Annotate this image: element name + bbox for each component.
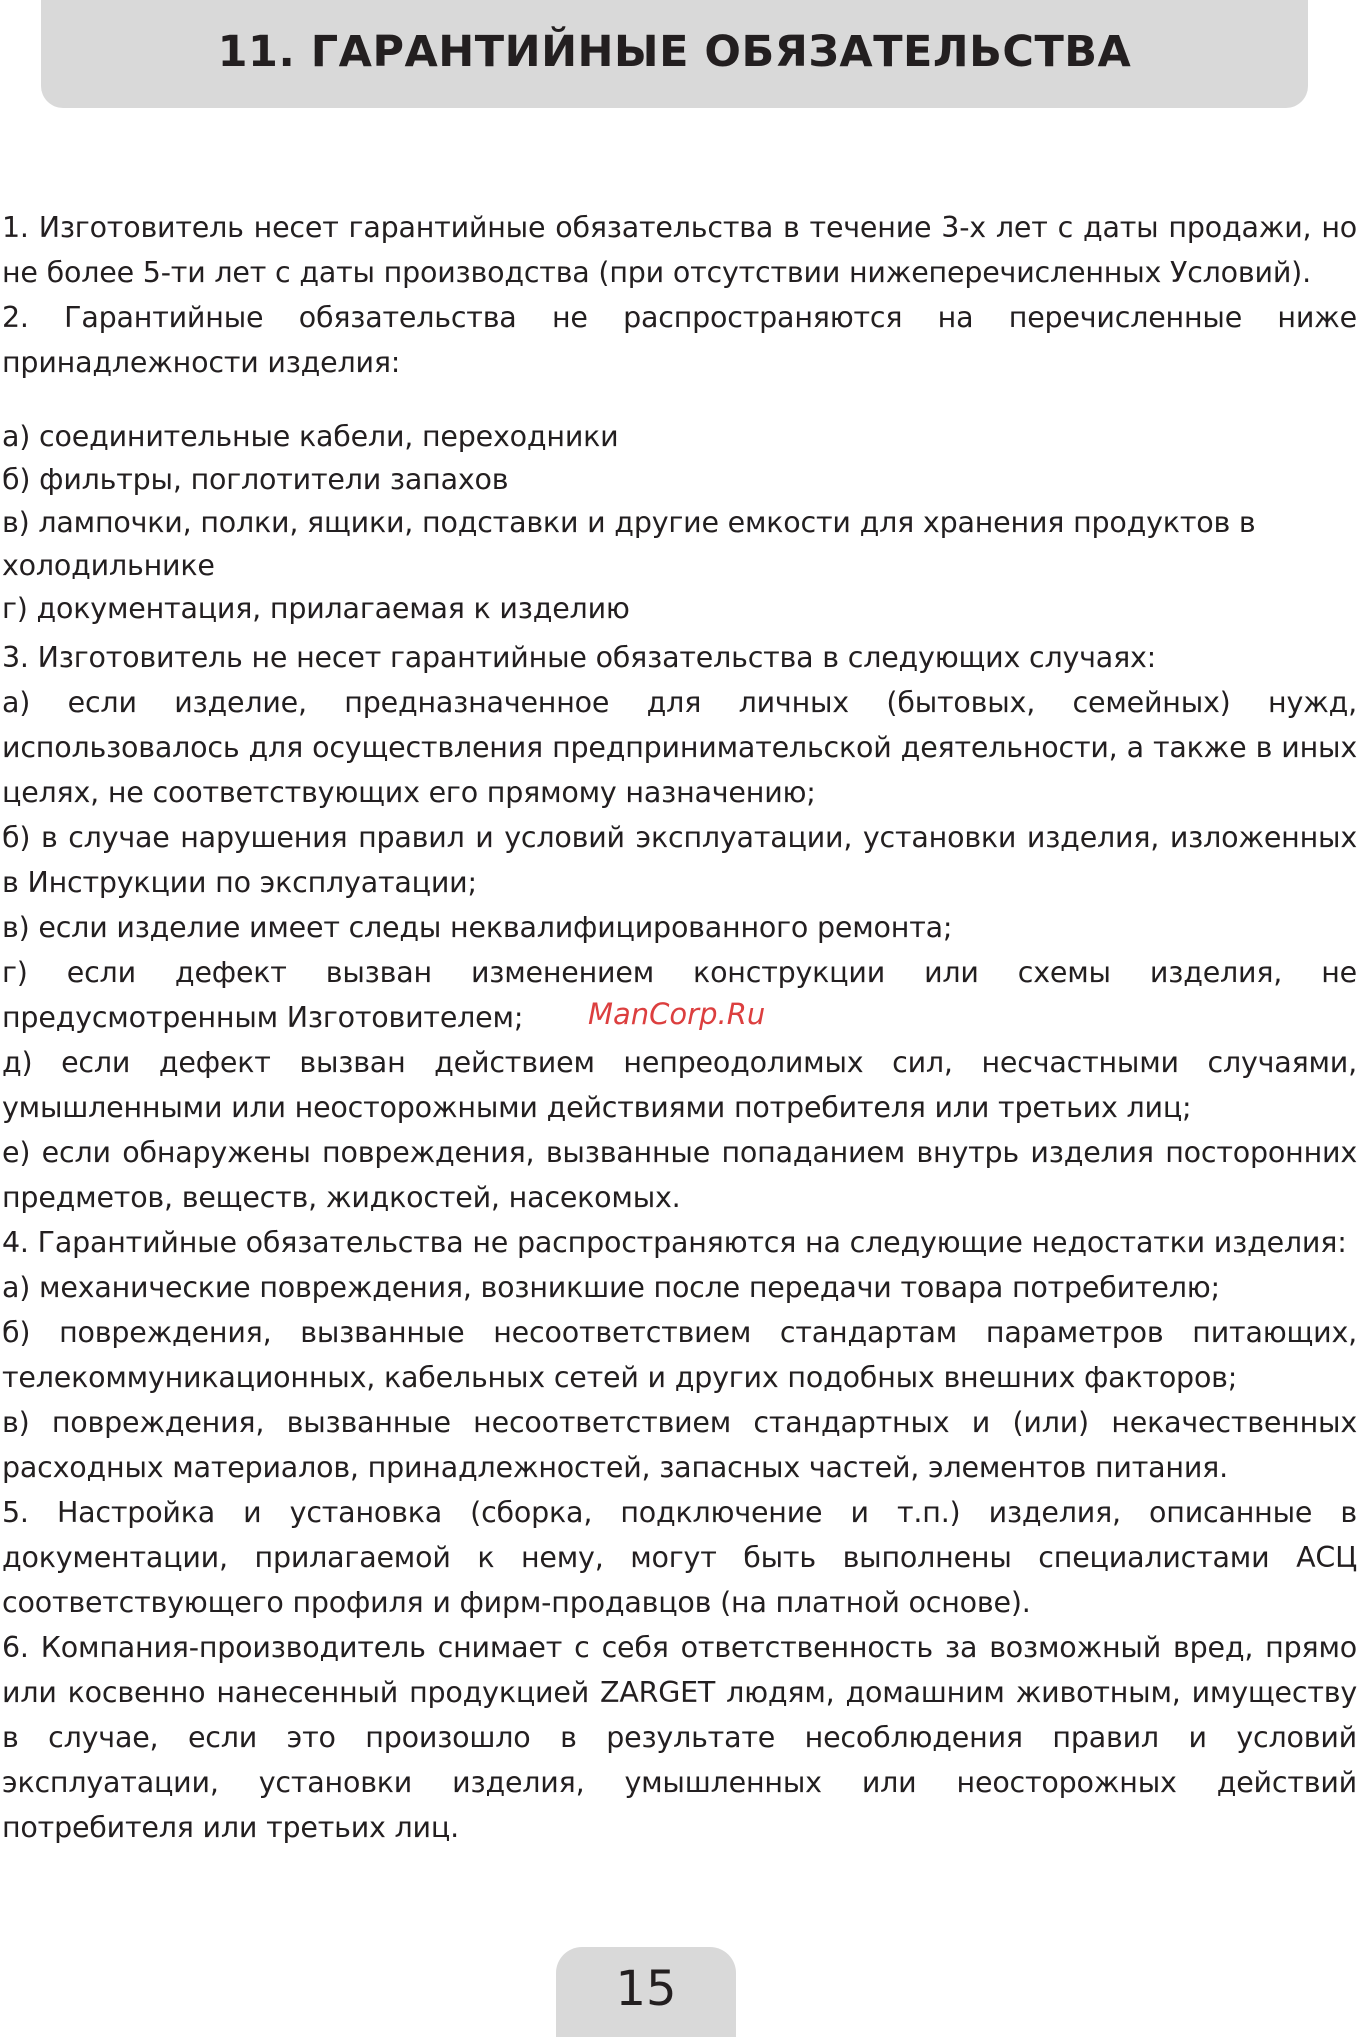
list-item: б) в случае нарушения правил и условий эксплуатации, установки изделия, изложенных в Инструкции по эксплуатации; (2, 821, 1357, 899)
page-number-tab (556, 1947, 736, 2037)
list-item: д) если дефект вызван действием непреодолимых сил, несчастными случаями, умышленными или неосторожными действиями потребителя или третьих лиц; (2, 1046, 1357, 1124)
clause-6: 6. Компания-производитель снимает с себя ответственность за возможный вред, прямо или косвенно нанесенный продукцией ZARGET людям, домашним животным, имуществу в случае, если это произошло в результате несоблюдения правил и условий эксплуатации, установки изделия, умышленных или неосторожных действий потребителя или третьих лиц. (2, 1631, 1357, 1844)
section-header (41, 0, 1308, 108)
page-number: 15 (615, 1961, 677, 2017)
list-item: в) повреждения, вызванные несоответствием стандартных и (или) некачественных расходных материалов, принадлежностей, запасных частей, элементов питания. (2, 1406, 1357, 1484)
list-item: г) документация, прилагаемая к изделию (2, 592, 630, 625)
list-item: в) лампочки, полки, ящики, подставки и другие емкости для хранения продуктов в холодильнике (2, 506, 1256, 582)
page-title: 11. ГАРАНТИЙНЫЕ ОБЯЗАТЕЛЬСТВА (217, 27, 1132, 77)
clause-2: 2. Гарантийные обязательства не распространяются на перечисленные ниже принадлежности изделия: (2, 301, 1357, 379)
list-item: б) повреждения, вызванные несоответствием стандартам параметров питающих, телекоммуникационных, кабельных сетей и других подобных внешних факторов; (2, 1316, 1357, 1394)
list-item: а) если изделие, предназначенное для личных (бытовых, семейных) нужд, использовалось для осуществления предпринимательской деятельности, а также в иных целях, не соответствующих его прямому назначению; (2, 686, 1357, 809)
list-item: а) механические повреждения, возникшие после передачи товара потребителю; (2, 1271, 1220, 1304)
document-body (2, 205, 1357, 1850)
list-item: б) фильтры, поглотители запахов (2, 463, 509, 496)
list-item: в) если изделие имеет следы неквалифицированного ремонта; (2, 911, 953, 944)
clause-3-block (2, 635, 1357, 1220)
clause-3: 3. Изготовитель не несет гарантийные обязательства в следующих случаях: (2, 641, 1157, 674)
clause-5: 5. Настройка и установка (сборка, подключение и т.п.) изделия, описанные в документации, прилагаемой к нему, могут быть выполнены специалистами АСЦ соответствующего профиля и фирм-продавцов (на платной основе). (2, 1496, 1357, 1619)
clause-4: 4. Гарантийные обязательства не распространяются на следующие недостатки изделия: (2, 1226, 1347, 1259)
list-item: г) если дефект вызван изменением конструкции или схемы изделия, не предусмотренным Изготовителем; (2, 956, 1357, 1034)
list-item: а) соединительные кабели, переходники (2, 420, 619, 453)
clause-1: 1. Изготовитель несет гарантийные обязательства в течение 3-х лет с даты продажи, но не более 5-ти лет с даты производства (при отсутствии нижеперечисленных Условий). (2, 211, 1357, 289)
list-item: е) если обнаружены повреждения, вызванные попаданием внутрь изделия посторонних предметов, веществ, жидкостей, насекомых. (2, 1136, 1357, 1214)
watermark: ManCorp.Ru (588, 997, 766, 1031)
clause-2-list (2, 415, 1357, 630)
